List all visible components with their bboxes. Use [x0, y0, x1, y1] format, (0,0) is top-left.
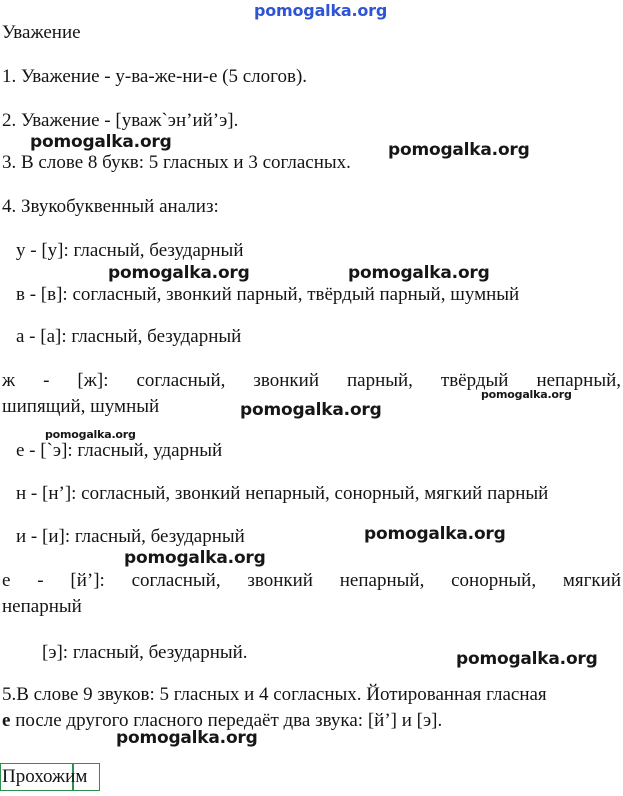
watermark-7: pomogalka.org: [45, 428, 136, 441]
document-title: Уважение: [2, 22, 81, 43]
analysis-zh-line2: шипящий, шумный: [2, 396, 160, 417]
analysis-i: и - [и]: гласный, безударный: [16, 526, 245, 547]
analysis-e-vowel: [э]: гласный, безударный.: [42, 642, 248, 663]
next-word-link[interactable]: Прохожим: [2, 766, 88, 787]
item-3-letters: 3. В слове 8 букв: 5 гласных и 3 согласных.: [2, 152, 351, 173]
item-5-bold-letter: е: [2, 710, 11, 731]
watermark-3: pomogalka.org: [108, 263, 250, 283]
watermark-8: pomogalka.org: [364, 524, 506, 544]
watermark-4: pomogalka.org: [348, 263, 490, 283]
watermark-5: pomogalka.org: [481, 388, 572, 401]
analysis-u: у - [у]: гласный, безударный: [16, 240, 244, 261]
watermark-2: pomogalka.org: [388, 140, 530, 160]
analysis-a: а - [а]: гласный, безударный: [16, 326, 242, 347]
watermark-11: pomogalka.org: [116, 728, 258, 748]
item-1-syllables: 1. Уважение - у-ва-же-ни-е (5 слогов).: [2, 66, 308, 87]
watermark-top: pomogalka.org: [254, 1, 388, 20]
item-4-heading: 4. Звукобуквенный анализ:: [2, 196, 219, 217]
item-2-transcription: 2. Уважение - [уваж`эн’ий’э].: [2, 110, 239, 131]
item-5-line2-text: после другого гласного передаёт два звука: [й’] и [э].: [10, 710, 443, 731]
analysis-v: в - [в]: согласный, звонкий парный, твёрдый парный, шумный: [16, 284, 520, 305]
watermark-1: pomogalka.org: [30, 132, 172, 152]
watermark-10: pomogalka.org: [456, 649, 598, 669]
item-5-line1: 5.В слове 9 звуков: 5 гласных и 4 согласных. Йотированная гласная: [2, 684, 547, 705]
analysis-e-jot-line2: непарный: [2, 596, 82, 617]
watermark-9: pomogalka.org: [124, 548, 266, 568]
watermark-6: pomogalka.org: [240, 400, 382, 420]
analysis-e-jot-line1: е - [й’]: согласный, звонкий непарный, сонорный, мягкий: [2, 570, 621, 591]
analysis-e-stressed: е - [`э]: гласный, ударный: [16, 440, 223, 461]
analysis-zh-line1: ж - [ж]: согласный, звонкий парный, твёрдый непарный,: [2, 370, 621, 391]
analysis-n: н - [н’]: согласный, звонкий непарный, сонорный, мягкий парный: [16, 483, 549, 504]
